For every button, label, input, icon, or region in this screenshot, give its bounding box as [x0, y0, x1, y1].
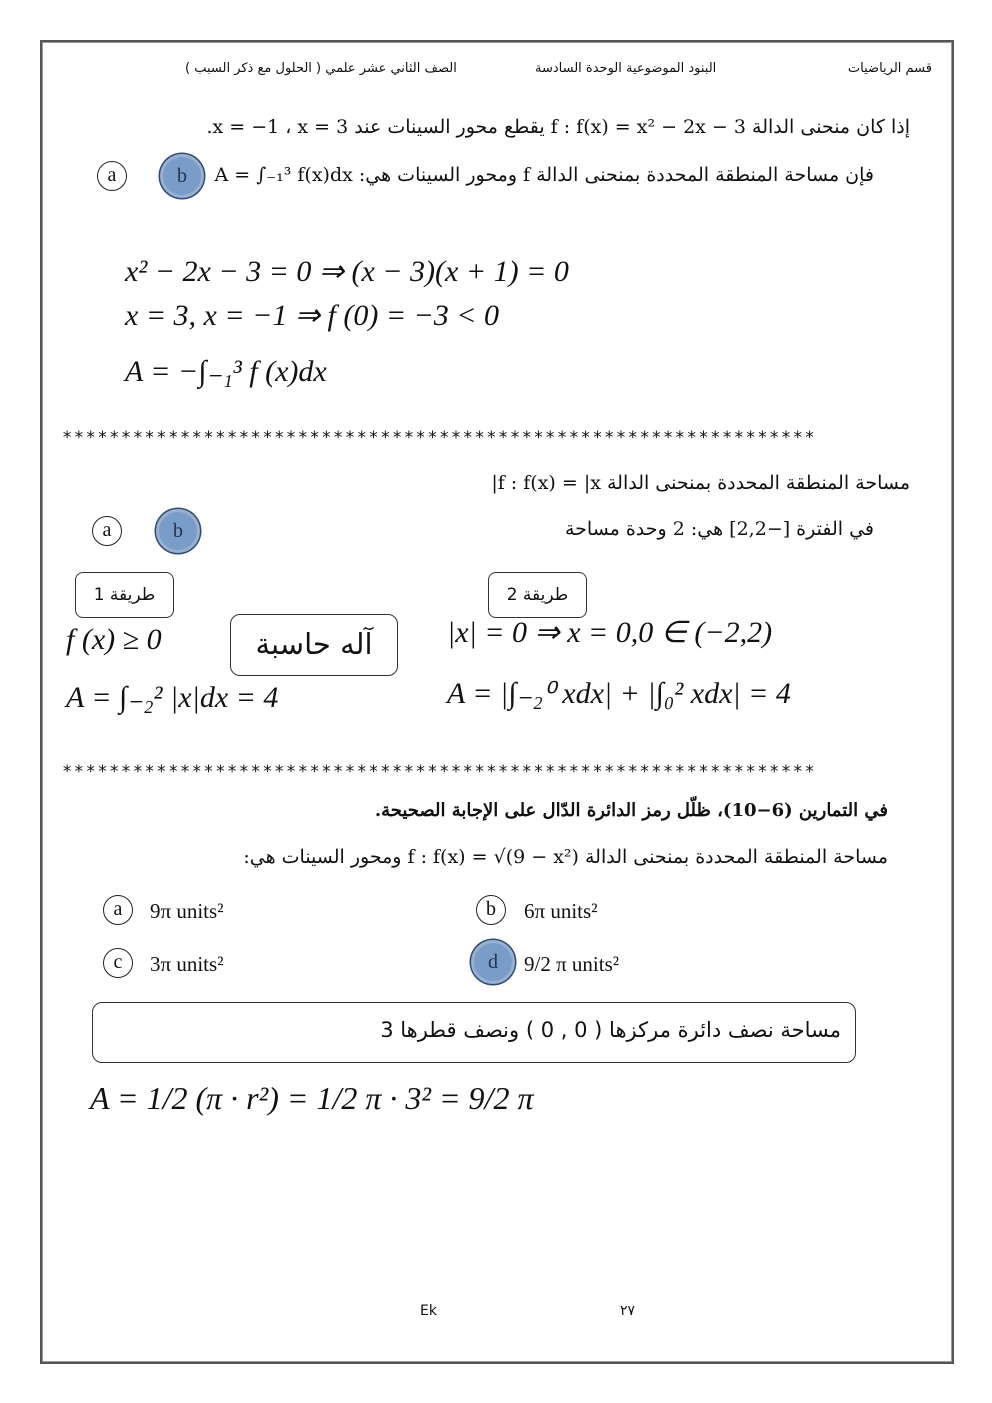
q6-option-d-text: 9/2 π units² — [524, 952, 620, 976]
q5-option-a[interactable]: a — [92, 516, 122, 546]
header-grade: الصف الثاني عشر علمي ( الحلول مع ذكر السبب ) — [185, 61, 457, 76]
q4-solution-line2: x = 3, x = −1 ⇒ f (0) = −3 < 0 — [125, 299, 500, 332]
separator-1: **************************************************************** — [62, 428, 817, 448]
q6-option-a[interactable] — [103, 895, 133, 925]
q6-option-b-text: 6π units² — [524, 899, 598, 923]
q6-option-d-selected[interactable] — [471, 940, 515, 984]
q5-method1-line2: A = ∫₋₂² |x|dx = 4 — [66, 681, 279, 714]
q4-option-b-selected[interactable]: b — [160, 154, 204, 198]
q6-solution: A = 1/2 (π · r²) = 1/2 π · 3² = 9/2 π — [90, 1080, 534, 1116]
q5-option-b-selected[interactable]: b — [156, 509, 200, 553]
q5-line1: مساحة المنطقة المحددة بمنحنى الدالة f : f(x) = |x| — [491, 472, 910, 494]
header-department: قسم الرياضيات — [847, 61, 932, 76]
q4-line1: إذا كان منحنى الدالة f : f(x) = x² − 2x − 3 يقطع محور السينات عند x = −1 ، x = 3. — [206, 116, 910, 138]
q4-line2: فإن مساحة المنطقة المحددة بمنحنى الدالة f ومحور السينات هي: A = ∫₋₁³ f(x)dx — [214, 164, 874, 186]
calculator-label: آله حاسبة — [230, 614, 398, 676]
q5-method2-line2: A = |∫₋₂⁰ xdx| + |∫₀² xdx| = 4 — [447, 677, 791, 710]
q6-option-a-text: 9π units² — [150, 899, 224, 923]
instructions: في التمارين (6−10)، ظلّل رمز الدائرة الدّال على الإجابة الصحيحة. — [374, 800, 888, 821]
method1-label: طريقة 1 — [75, 572, 174, 618]
header-unit: البنود الموضوعية الوحدة السادسة — [535, 61, 717, 76]
q6-option-c[interactable] — [103, 948, 133, 978]
separator-2: **************************************************************** — [62, 762, 817, 782]
q6-option-d-letter: d — [488, 951, 498, 973]
q6-note: مساحة نصف دائرة مركزها ( 0 , 0 ) ونصف قطرها 3 — [92, 1002, 856, 1063]
q5-line2: في الفترة [−2,2] هي: 2 وحدة مساحة — [564, 518, 874, 540]
footer-page-number: ٢٧ — [620, 1303, 636, 1319]
q6-option-c-text: 3π units² — [150, 952, 224, 976]
q4-solution-line1: x² − 2x − 3 = 0 ⇒ (x − 3)(x + 1) = 0 — [125, 255, 569, 288]
q4-solution-line3: A = −∫₋₁³ f (x)dx — [125, 355, 327, 388]
q6-option-b[interactable] — [476, 895, 506, 925]
q6-question: مساحة المنطقة المحددة بمنحنى الدالة f : f(x) = √(9 − x²) ومحور السينات هي: — [243, 846, 888, 868]
q6-option-a-letter: a — [113, 898, 123, 920]
q6-option-b-letter: b — [486, 898, 496, 920]
q5-method1-line1: f (x) ≥ 0 — [66, 623, 162, 656]
footer-author: Ek — [420, 1303, 437, 1319]
method2-label: طريقة 2 — [488, 572, 587, 618]
q5-method2-line1: |x| = 0 ⇒ x = 0,0 ∈ (−2,2) — [447, 616, 773, 649]
q6-option-c-letter: c — [113, 951, 123, 973]
q4-option-a[interactable]: a — [97, 161, 127, 191]
